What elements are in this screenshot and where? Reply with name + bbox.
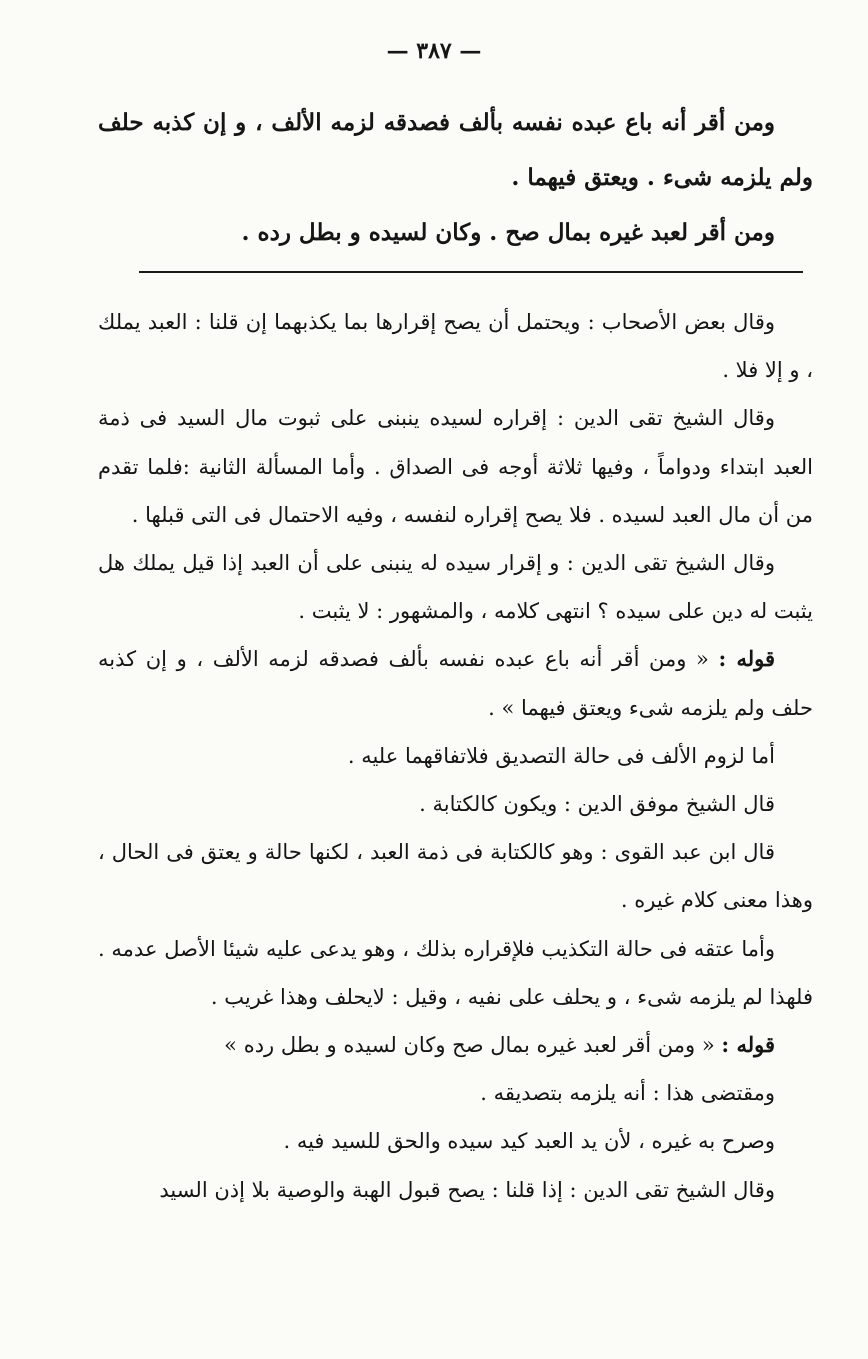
- commentary-paragraph: ومقتضى هذا : أنه يلزمه بتصديقه .: [480, 1081, 775, 1106]
- quoted-text: « ومن أقر لعبد غيره بمال صح وكان لسيده و بطل رده »: [224, 1033, 715, 1058]
- quoted-text: « ومن أقر أنه باع عبده نفسه بألف فصدقه لزمه الألف ، و إن كذبه حلف ولم يلزمه شىء ويعتق فيهما » .: [98, 647, 813, 720]
- commentary-paragraph: أما لزوم الألف فى حالة التصديق فلاتفاقهما عليه .: [347, 743, 775, 768]
- commentary-paragraph: وقال الشيخ تقى الدين : و إقرار سيده له ينبنى على أن العبد إذا قيل يملك هل يثبت له دين على سيده ؟ انتهى كلامه ، والمشهور : لا يثبت .: [98, 551, 813, 624]
- commentary-paragraph: [98, 1021, 813, 1069]
- commentary-paragraph: وقال بعض الأصحاب : ويحتمل أن يصح إقرارها بما يكذبهما إن قلنا : العبد يملك ، و إلا فلا .: [98, 310, 813, 383]
- qawluhu-label: قوله :: [718, 646, 775, 672]
- commentary-paragraph: قال ابن عبد القوى : وهو كالكتابة فى ذمة العبد ، لكنها حالة و يعتق فى الحال ، وهذا معنى كلام غيره .: [98, 840, 813, 913]
- commentary-paragraph: وأما عتقه فى حالة التكذيب فلإقراره بذلك ، وهو يدعى عليه شيئا الأصل عدمه . فلهذا لم يلزمه شىء ، و يحلف على نفيه ، وقيل : لايحلف وهذا غريب .: [98, 936, 813, 1009]
- separator-rule: [139, 271, 803, 273]
- commentary-paragraph: وقال الشيخ تقى الدين : إذا قلنا : يصح قبول الهبة والوصية بلا إذن السيد: [159, 1177, 775, 1202]
- page-number: — ٣٨٧ —: [386, 38, 482, 64]
- main-paragraph: ومن أقر لعبد غيره بمال صح . وكان لسيده و بطل رده .: [241, 219, 775, 246]
- commentary-paragraph: وقال الشيخ تقى الدين : إقراره لسيده ينبنى على ثبوت مال السيد فى ذمة العبد ابتداء ودواماً ، وفيها ثلاثة أوجه فى الصداق . وأما المسألة الثانية :فلما تقدم من أن مال العبد لسيده . فلا يصح إقراره لنفسه ، وفيه الاحتمال فى التى قبلها .: [98, 406, 813, 527]
- main-text: [98, 95, 813, 260]
- qawluhu-label: قوله :: [721, 1032, 775, 1058]
- commentary-paragraph: [98, 635, 813, 731]
- commentary-paragraph: قال الشيخ موفق الدين : ويكون كالكتابة .: [419, 792, 775, 817]
- main-paragraph: ومن أقر أنه باع عبده نفسه بألف فصدقه لزمه الألف ، و إن كذبه حلف ولم يلزمه شىء . ويعتق فيهما .: [98, 109, 813, 191]
- commentary-text: [98, 298, 813, 1214]
- commentary-paragraph: وصرح به غيره ، لأن يد العبد كيد سيده والحق للسيد فيه .: [283, 1129, 775, 1154]
